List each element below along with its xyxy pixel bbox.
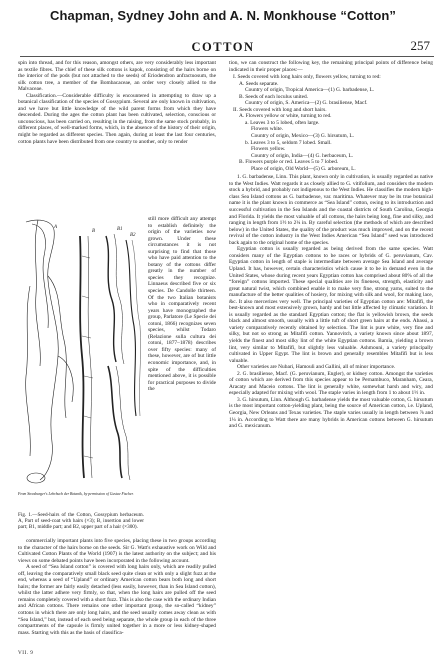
seed-hairs-illustration [18, 216, 144, 491]
right-paragraph: Other varieties are Nubari, Hamouli and Gallini, all of minor importance. [237, 364, 396, 371]
figure-caption: Fig. 1.—Seed-hairs of the Cotton, Gossypium herbaceum. A, Part of seed-coat with hairs (×3); B, insertion and lower part; B1, middle part; and B2, upper part of a hair (×300). [18, 512, 144, 531]
volume-marker: VII. 9 [18, 650, 34, 656]
classification-key [229, 74, 433, 172]
right-paragraph: 1. G. barbadense, Linn. This plant, known only in cultivation, is usually regarded as native to the West Indies. Watt regards it as closely allied to G. vitifolium, and considers the modern stock a hybrid, and probably not indigenous to the West Indies. He classifies the modern high-class Sea Island cottons as G. barbadense, var. maritima. Whatever may be its true botanical name it is the plant known in commerce as “Sea Island” cotton, owing to its introduction and successful cultivation in the Sea Islands and the coastal districts of South Carolina, Georgia and Florida. It yields the most valuable of all cottons, the hairs being long, fine and silky, and ranging in length from 1½ to 2¼ in. By careful selection (the methods of which are described below) in the United States, the quality of the product was much improved, and on the recent revival of the cotton industry in the West Indies American “Sea Island” seed was introduced back again to the original home of the species. [229, 174, 433, 246]
left-paragraph: A seed of “Sea Island cotton” is covered with long hairs only, which are readily pulled off, leaving the comparatively small black seed quite clean or with only a slight fuzz at the end, whereas a seed of “Upland” or ordinary American cotton bears both long and short hairs; the former are fairly easily detached (less easily, however, than in Sea Island cotton), whilst the latter adhere very firmly, so that, when the long hairs are pulled off the seed remains completely covered with a short fuzz. This is also the case with the ordinary Indian and African cottons. There remains one other important group, the so-called “kidney” cottons in which there are only long hairs, and the seed usually comes away clean as with “Sea Island,” but, instead of each seed being separate, the whole group in each of the three compartments of the capsule is firmly united together in a more or less kidney-shaped mass. Starting with this as the basis of classifica- [18, 564, 216, 636]
header-rule [20, 56, 434, 57]
key-line: Country of origin, Tropical America—(1) G. barbadense, L. [245, 87, 375, 94]
left-paragraph: Classification.—Considerable difficulty is encountered in attempting to draw up a botanical classification of the species of Gossypium. Several are only known in cultivation, and we have but little knowledge of the wild parent forms from which they have descended. During the ages the cotton plant has been cultivated, selection, conscious or unconscious, has been carried on, resulting in the raising, from the same stock probably, in different places, of well-marked forms, which, in the absence of the history of their origin, might be regarded as different species. Then again, during at least the last four centuries, cotton plants have been distributed from one country to another, only to render [18, 92, 216, 145]
key-line: Country of origin, Mexico—(3) G. hirsutum, L. [251, 133, 355, 140]
key-line: A. Seeds separate. [239, 80, 279, 87]
key-line: Flowers white. [251, 126, 284, 133]
page-number: 257 [410, 38, 430, 53]
key-line: Flowers yellow. [251, 146, 286, 153]
figure-credit: From Strasburger's Lehrbuch der Botanik, by permission of Gustav Fischer. [18, 492, 134, 496]
key-line: I. Seeds covered with long hairs only, flowers yellow, turning to red: [233, 74, 381, 81]
figure-wrap-text: still more difficult any attempt to establish definitely the origin of the varieties now grown. Under these circumstances it is not surprising to find that those who have paid attention to the botany of the cottons differ greatly in the number of species they recognize. Linnaeus described five or six species. De Candolle thirteen. Of the two Italian botanists who in comparatively recent years have monographed the group, Parlatore (Le Specie dei cotoni, 1866) recognizes seven species, whilst Todaro (Relazione sulla cultura dei cotoni, 1877–1878) describes over fifty species: many of these, however, are of but little economic importance, and, in spite of the difficulties mentioned above, it is possible for practical purposes to divide the [148, 216, 216, 393]
running-head: COTTON [191, 40, 255, 54]
key-line: A. Flowers yellow or white, turning to red. [239, 113, 332, 120]
key-line: Place of origin, Old World—(5) G. arboreum, L. [251, 165, 356, 172]
left-column-bottom [18, 538, 216, 636]
svg-text:B1: B1 [117, 227, 123, 232]
svg-text:B2: B2 [130, 233, 136, 238]
left-column-top [18, 60, 216, 145]
right-paragraph: 2. G. brasiliense, Macf. (G. peruvianum, Engler), or kidney cotton. Amongst the varieties of cotton which are derived from this species appear to be Pernambuco, Maranham, Ceara, Aracaty and Maceio cottons. The lint is generally white, somewhat harsh and wiry, and especially adapted for mixing with wool. The staple varies in length from 1 to about 1½ in. [229, 370, 433, 397]
key-line: Country of origin, India—(4) G. herbaceum, L. [251, 152, 354, 159]
left-paragraph: commercially important plants into five species, placing these in two groups according to the character of the hairs borne on the seeds. Sir G. Watt's exhaustive work on Wild and Cultivated Cotton Plants of the World (1907) is the latest authority on the subject; and his views on some debated points have been incorporated in the following account. [18, 538, 216, 564]
document-attribution: Chapman, Sydney John and A. N. Monkhouse “Cotton” [49, 8, 397, 23]
key-line: Country of origin, S. America—(2) G. brasiliense, Macf. [245, 100, 368, 107]
right-intro: tion, we can construct the following key, the remaining principal points of difference being indicated in their proper places:— [229, 60, 433, 73]
right-paragraph: 3. G. hirsutum, Linn. Although G. barbadense yields the most valuable cotton, G. hirsutum is the most important cotton-yielding plant, being the source of American cotton, i.e. Upland, Georgia, New Orleans and Texas varieties. The staple varies usually in length between ⅞ and 1¼ in. According to Watt there are many hybrids in American cottons between G. hirsutum and G. mexicanum. [229, 396, 433, 430]
key-line: b. Leaves 3 to 5, seldom 7 lobed. Small. [245, 139, 332, 146]
right-column [229, 60, 433, 430]
left-paragraph: spin into thread, and for this reason, amongst others, are very considerably less important as textile fibres. The chief of these silk cottons is kapok, consisting of the hairs borne on the interior of the pods (but not attached to the seeds) of Eriodendron anfractuosum, the silk cotton tree, a member of the Bombacaceae, an order very closely allied to the Malvaceae. [18, 60, 216, 93]
svg-text:B: B [92, 229, 96, 234]
key-line: II. Seeds covered with long and short hairs. [233, 106, 327, 113]
cotton-seed-hairs-figure [18, 216, 144, 512]
svg-text:A: A [54, 225, 58, 230]
key-line: B. Seeds of each loculus united. [239, 93, 309, 100]
key-line: B. Flowers purple or red. Leaves 5 to 7 lobed. [239, 159, 339, 166]
right-paragraph: Egyptian cotton is usually regarded as being derived from the same species. Watt considers many of the Egyptian cottons to be races or hybrids of G. peruvianum, Cav. Egyptian cotton in length of staple is intermediate between average Sea Island and average Upland. It has, however, certain characteristics which cause it to be in demand even in the United States, whose during recent years Egyptian cotton has comprised about 80% of all the “foreign” cottons imported. These special qualities are its fineness, strength, elasticity and great natural twist, which combined enable it to make very fine, strong yarns, suited to the manufacture of the better qualities of hosiery, for mixing with silk and wool, for making lace, &c. It also mercerizes very well. The principal varieties of Egyptian cotton are: Mitafifi, the best-known and most extensively grown, hardy and but little affected by climatic variation. It is usually regarded as the standard Egyptian cotton; the flat is yellowish brown, the seeds black and almost smooth, usually with a little tuft of short green hairs at the ends. Abassi, a variety comparatively recently obtained by selection. The lint is pure white, very fine and silky, but not so strong as Mitafifi cotton. Yannovitch, a variety known since about 1897, yields the finest and most silky lint of the white Egyptian cottons. Bamia, yielding a brown lint, very similar to Mitafifi, but slightly less valuable. Ashmouni, a variety principally cultivated in Upper Egypt. The lint is brown and generally resembles Mitafifi but is less valuable. [229, 246, 433, 364]
key-line: a. Leaves 3 to 5 lobed, often large. [245, 119, 320, 126]
